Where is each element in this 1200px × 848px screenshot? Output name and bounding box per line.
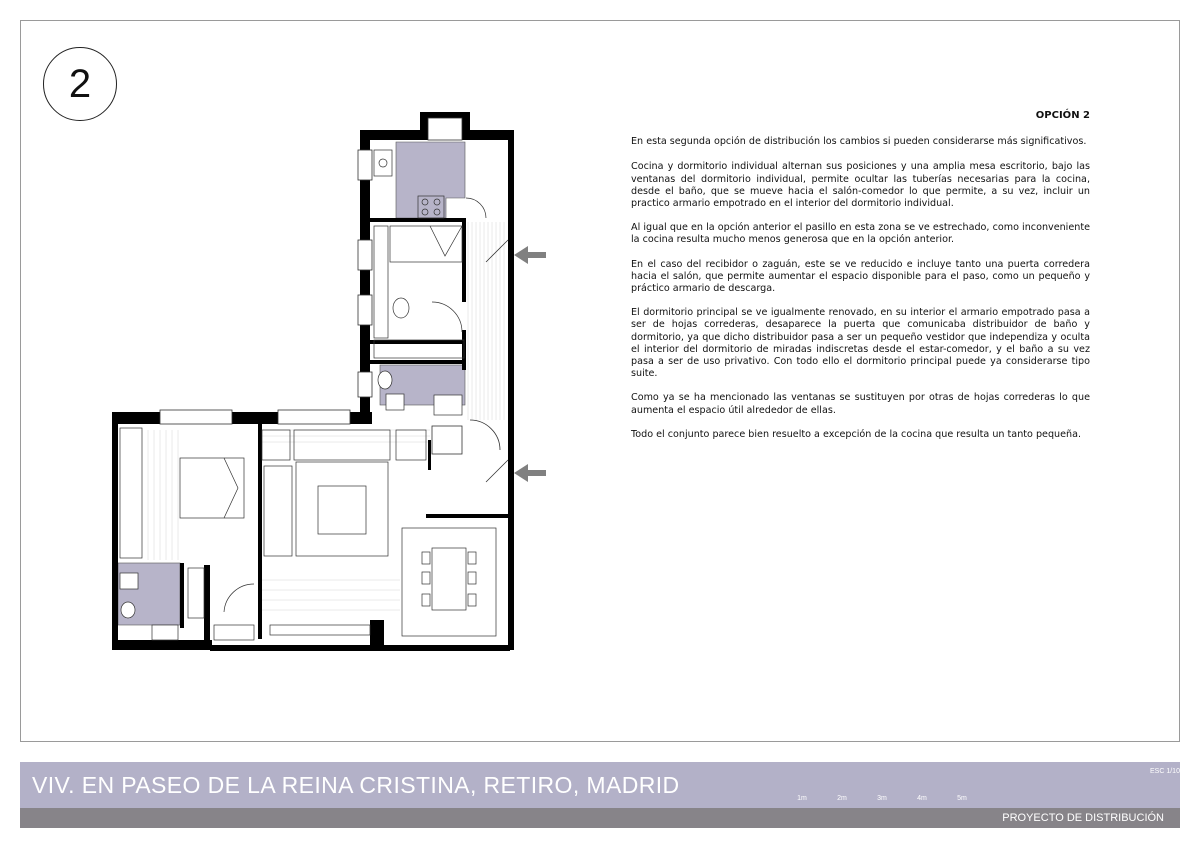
living-room xyxy=(262,430,496,636)
coffee-table xyxy=(318,486,366,534)
shelves xyxy=(188,568,204,618)
entry-door-swing xyxy=(486,240,508,262)
chair xyxy=(422,552,430,564)
entry-arrows xyxy=(514,246,546,482)
description-heading: OPCIÓN 2 xyxy=(1035,110,1090,121)
wall-segment xyxy=(360,130,420,140)
suite-shower xyxy=(152,625,178,640)
scale-tick-label: 3m xyxy=(877,795,887,802)
cabinet xyxy=(214,625,254,640)
entry-arrow-icon xyxy=(514,464,546,482)
dressing-door-swing xyxy=(224,584,254,612)
bedroom-floor xyxy=(148,430,178,560)
window xyxy=(278,410,350,424)
window xyxy=(428,118,462,140)
desk xyxy=(374,226,388,338)
wall-segment xyxy=(210,645,510,651)
wall-segment xyxy=(426,514,510,518)
armchair xyxy=(396,430,426,460)
chair xyxy=(468,552,476,564)
single-bedroom xyxy=(374,226,464,358)
kitchen-door-swing xyxy=(466,198,486,218)
wall-segment xyxy=(180,563,184,628)
window xyxy=(358,150,372,180)
entry-arrow-icon xyxy=(514,246,546,264)
project-type: PROYECTO DE DISTRIBUCIÓN xyxy=(1002,812,1164,824)
suite-toilet xyxy=(121,602,135,618)
rug xyxy=(296,462,388,556)
shower xyxy=(434,395,462,415)
wall-segment xyxy=(370,340,466,344)
description-paragraph: Como ya se ha mencionado las ventanas se sustituyen por otras de hojas correderas lo que aumenta el espacio útil alrededor de ellas. xyxy=(631,392,1090,416)
wall-segment xyxy=(112,412,118,650)
bed xyxy=(390,226,462,262)
wall-segment xyxy=(462,222,466,302)
window xyxy=(160,410,232,424)
bedroom-door-swing xyxy=(432,302,462,332)
wall-segment xyxy=(370,218,466,222)
sink-basin xyxy=(379,159,387,167)
wall-segment xyxy=(112,640,212,650)
sink xyxy=(374,150,392,176)
wall-segment xyxy=(370,620,384,645)
bathroom-sink xyxy=(386,394,404,410)
living-floor xyxy=(260,430,430,610)
scale-tick-label: 4m xyxy=(917,795,927,802)
bathroom-toilet xyxy=(378,371,392,389)
bed-pillow xyxy=(430,226,462,256)
chair xyxy=(422,594,430,606)
toilet xyxy=(393,298,409,318)
hall-door-swing xyxy=(470,420,500,450)
chair xyxy=(468,572,476,584)
corridor-floor xyxy=(468,222,504,420)
entry-door-swing xyxy=(486,460,508,482)
description-paragraph: En esta segunda opción de distribución los cambios si pueden considerarse más significativos. xyxy=(631,136,1087,148)
dining-rug xyxy=(402,528,496,636)
sliding-wardrobe xyxy=(120,428,142,558)
master-bed xyxy=(180,458,244,518)
description-paragraph: Cocina y dormitorio individual alternan sus posiciones y una amplia mesa escritorio, bajo las ventanas del dormitorio individual, permite ocultar las tuberías necesarias para la cocina, desde el baño, que se mueve hacia el salón-comedor lo que permite, a su vez, incluir un practico armario empotrado en el interior del dormitorio individual. xyxy=(631,161,1090,210)
description-paragraph: El dormitorio principal se ve igualmente renovado, en su interior el armario empotrado pasa a ser de hojas correderas, desaparece la puerta que comunicaba distribuidor de baño y dormitorio, ya que dicho distribuidor pasa a ser un pequeño vestidor que independiza y oculta el interior del dormitorio de miradas indiscretas desde el estar-comedor, y el baño a su vez pasa a ser de uso privativo. Con todo ello el dormitorio principal puede ya considerarse tipo suite. xyxy=(631,307,1090,380)
chair xyxy=(422,572,430,584)
chair xyxy=(468,594,476,606)
armchair xyxy=(262,430,290,460)
kitchen-counter xyxy=(396,142,465,218)
description-paragraph: Todo el conjunto parece bien resuelto a excepción de la cocina que resulta un tanto pequeña. xyxy=(631,428,1082,440)
wall-segment xyxy=(508,130,514,650)
scale-tick-label: 5m xyxy=(957,795,967,802)
description-paragraph: En el caso del recibidor o zaguán, este se ve reducido e incluye tanto una puerta corredera hacia el salón, que permite aumentar el espacio disponible para el paso, como un pequeño y práctico armario de descarga. xyxy=(631,258,1090,295)
wall-segment xyxy=(204,565,210,640)
side-sofa xyxy=(264,466,292,556)
scale-tick-label: 1m xyxy=(797,795,807,802)
master-bed-cover xyxy=(224,458,238,518)
sheet-number-text: 2 xyxy=(68,61,92,106)
sofa xyxy=(294,430,390,460)
project-title: VIV. EN PASEO DE LA REINA CRISTINA, RETIRO, MADRID xyxy=(32,772,680,798)
hall-closet xyxy=(432,426,462,454)
scale-label: ESC 1/100 xyxy=(1150,768,1184,775)
window xyxy=(358,240,372,270)
wall-segment xyxy=(258,424,262,639)
scale-tick-label: 2m xyxy=(837,795,847,802)
wall-segment xyxy=(420,112,428,140)
window xyxy=(358,372,372,397)
suite-sink xyxy=(120,573,138,589)
description-paragraph: Al igual que en la opción anterior el pasillo en esta zona se ve estrechado, como inconveniente la cocina resulta mucho menos generosa que en la opción anterior. xyxy=(631,222,1090,246)
description-panel xyxy=(631,110,1090,453)
tv-unit xyxy=(270,625,370,635)
wall-segment xyxy=(370,360,466,364)
dining-table xyxy=(432,548,466,610)
wall-segment xyxy=(468,130,513,140)
wall-segment xyxy=(428,440,431,470)
window xyxy=(358,295,372,325)
wet-areas xyxy=(118,142,465,625)
